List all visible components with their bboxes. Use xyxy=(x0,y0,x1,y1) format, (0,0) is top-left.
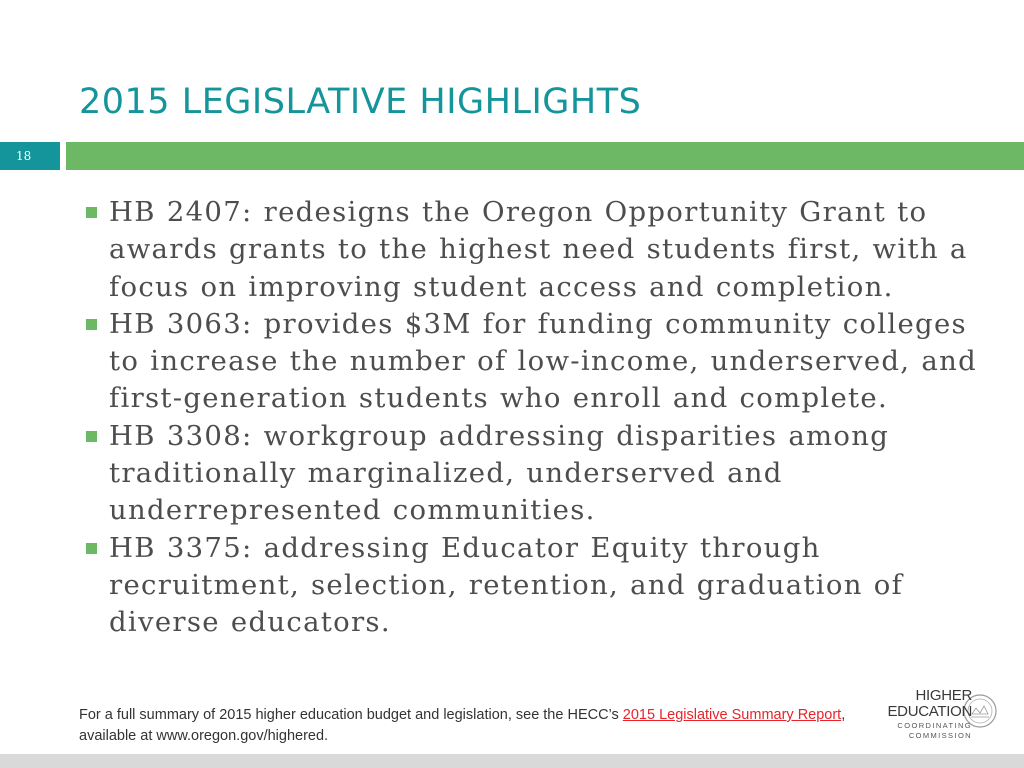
bullet-text: HB 3375: addressing Educator Equity through recruitment, selection, retention, and graduation of diverse educators. xyxy=(109,531,904,639)
bullet-list xyxy=(86,194,986,642)
bullet-item xyxy=(86,418,986,530)
bullet-text: HB 3063: provides $3M for funding community colleges to increase the number of low-income, underserved, and first-generation students who enroll and complete. xyxy=(109,307,977,415)
bullet-item xyxy=(86,194,986,306)
hecc-logo xyxy=(880,684,1000,744)
bullet-text: HB 3308: workgroup addressing disparities among traditionally marginalized, underserved and underrepresented communities. xyxy=(109,419,890,527)
footer-text-before: For a full summary of 2015 higher education budget and legislation, see the HECC’s xyxy=(79,707,623,723)
square-bullet-icon xyxy=(86,543,97,554)
logo-line-coordinating: COORDINATING xyxy=(897,721,972,730)
bullet-text: HB 2407: redesigns the Oregon Opportunity Grant to awards grants to the highest need students first, with a focus on improving student access and completion. xyxy=(109,196,968,303)
square-bullet-icon xyxy=(86,319,97,330)
page-number: 18 xyxy=(16,149,32,163)
page-number-box xyxy=(0,142,60,170)
bullet-item xyxy=(86,306,986,418)
square-bullet-icon xyxy=(86,207,97,218)
legislative-summary-report-link[interactable]: 2015 Legislative Summary Report xyxy=(622,707,842,723)
logo-line-higher: HIGHER xyxy=(915,687,972,704)
bottom-strip xyxy=(0,754,1024,768)
footer-text-after: , available at www.oregon.gov/highered. xyxy=(79,707,846,744)
footer-note xyxy=(79,705,879,747)
square-bullet-icon xyxy=(86,431,97,442)
logo-line-education: EDUCATION xyxy=(887,703,972,720)
slide-title: 2015 LEGISLATIVE HIGHLIGHTS xyxy=(79,82,642,122)
title-divider-bar xyxy=(66,142,1024,170)
logo-line-commission: COMMISSION xyxy=(908,731,972,740)
bullet-item xyxy=(86,530,986,642)
